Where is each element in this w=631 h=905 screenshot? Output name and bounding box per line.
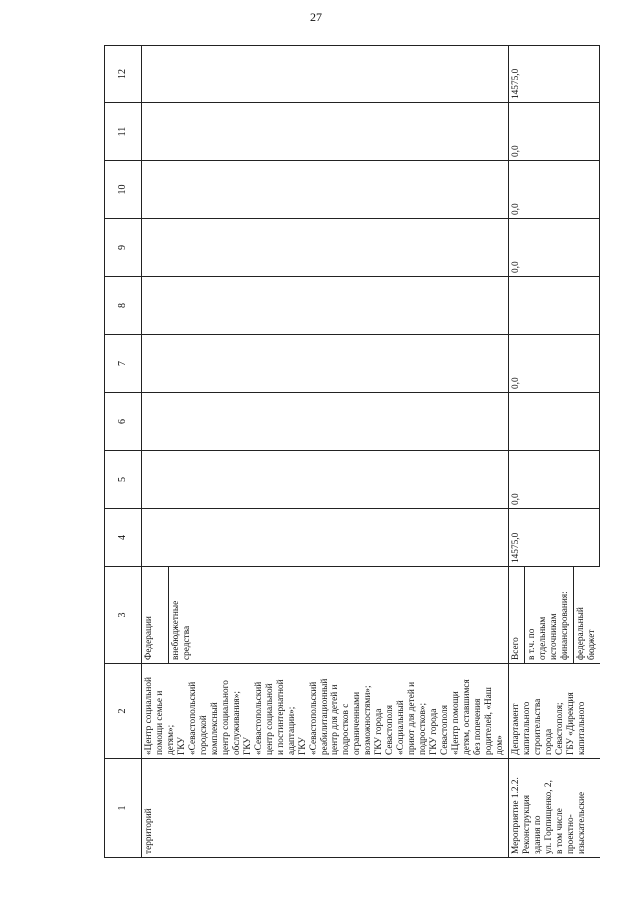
cell-measure-executor: Департамент капитального строительства города Севастополя; ГБУ «Дирекция капитального bbox=[508, 664, 599, 759]
cell-territory: территорий bbox=[142, 759, 509, 858]
funding-federal-budget: федеральный бюджет bbox=[575, 607, 597, 660]
value-cell: 0,0 bbox=[508, 335, 599, 393]
header-cell: 6 bbox=[105, 393, 142, 451]
funding-federation: Федерации bbox=[142, 567, 169, 663]
value-cell bbox=[142, 509, 509, 567]
header-cell: 7 bbox=[105, 335, 142, 393]
header-cell: 1 bbox=[105, 759, 142, 858]
value-cell bbox=[508, 277, 599, 335]
value-cell bbox=[142, 451, 509, 509]
value-cell: 14575,0 bbox=[508, 509, 599, 567]
value-cell bbox=[142, 219, 509, 277]
header-cell: 11 bbox=[105, 103, 142, 161]
value-cell bbox=[142, 161, 509, 219]
value-cell bbox=[142, 46, 509, 103]
header-cell: 9 bbox=[105, 219, 142, 277]
header-cell: 5 bbox=[105, 451, 142, 509]
cell-funding-source bbox=[142, 567, 509, 664]
header-cell: 10 bbox=[105, 161, 142, 219]
header-cell: 8 bbox=[105, 277, 142, 335]
table-row-previous bbox=[142, 46, 509, 858]
value-cell: 0,0 bbox=[508, 161, 599, 219]
header-cell: 3 bbox=[105, 567, 142, 664]
funding-by-source: в т.ч. по отдельным источникам финансирования: bbox=[525, 567, 574, 663]
value-cell bbox=[142, 103, 509, 161]
table-row-measure-1-2-2 bbox=[508, 46, 599, 858]
funding-total: Всего bbox=[509, 567, 525, 663]
value-cell bbox=[508, 393, 599, 451]
value-cell bbox=[142, 277, 509, 335]
financing-table bbox=[104, 45, 600, 858]
header-cell: 4 bbox=[105, 509, 142, 567]
value-cell bbox=[142, 335, 509, 393]
value-cell: 0,0 bbox=[508, 451, 599, 509]
header-row bbox=[105, 46, 142, 858]
value-cell: 0,0 bbox=[508, 219, 599, 277]
rotated-table-sheet bbox=[104, 46, 597, 858]
value-cell: 0,0 bbox=[508, 103, 599, 161]
cell-executors: «Центр социальной помощи семье и детям»; ГКУ «Севастопольский городской комплексный центр социального обслуживания»; ГКУ «Севастопольский центр социальной и постинтернатной адаптации»; ГКУ «Севастопольский реабилитационный центр для детей и подростков с ограниченными возможностями»; ГКУ города Севастополя «Социальный приют для детей и подростков»; ГКУ города Севастополя «Центр помощи детям, оставшимся без попечения родителей, «Наш дом» bbox=[142, 664, 509, 759]
cell-measure-funding bbox=[508, 567, 599, 664]
value-cell bbox=[142, 393, 509, 451]
cell-measure-title: Мероприятие 1.2.2. Реконструкция здания по ул. Горпищенко, 2, в том числе проектно- изыскательские bbox=[508, 759, 599, 858]
page-number: 27 bbox=[310, 10, 322, 24]
header-cell: 2 bbox=[105, 664, 142, 759]
funding-extrabudgetary: внебюджетные средства bbox=[171, 600, 192, 660]
header-cell: 12 bbox=[105, 46, 142, 103]
value-cell: 14575,0 bbox=[508, 46, 599, 103]
